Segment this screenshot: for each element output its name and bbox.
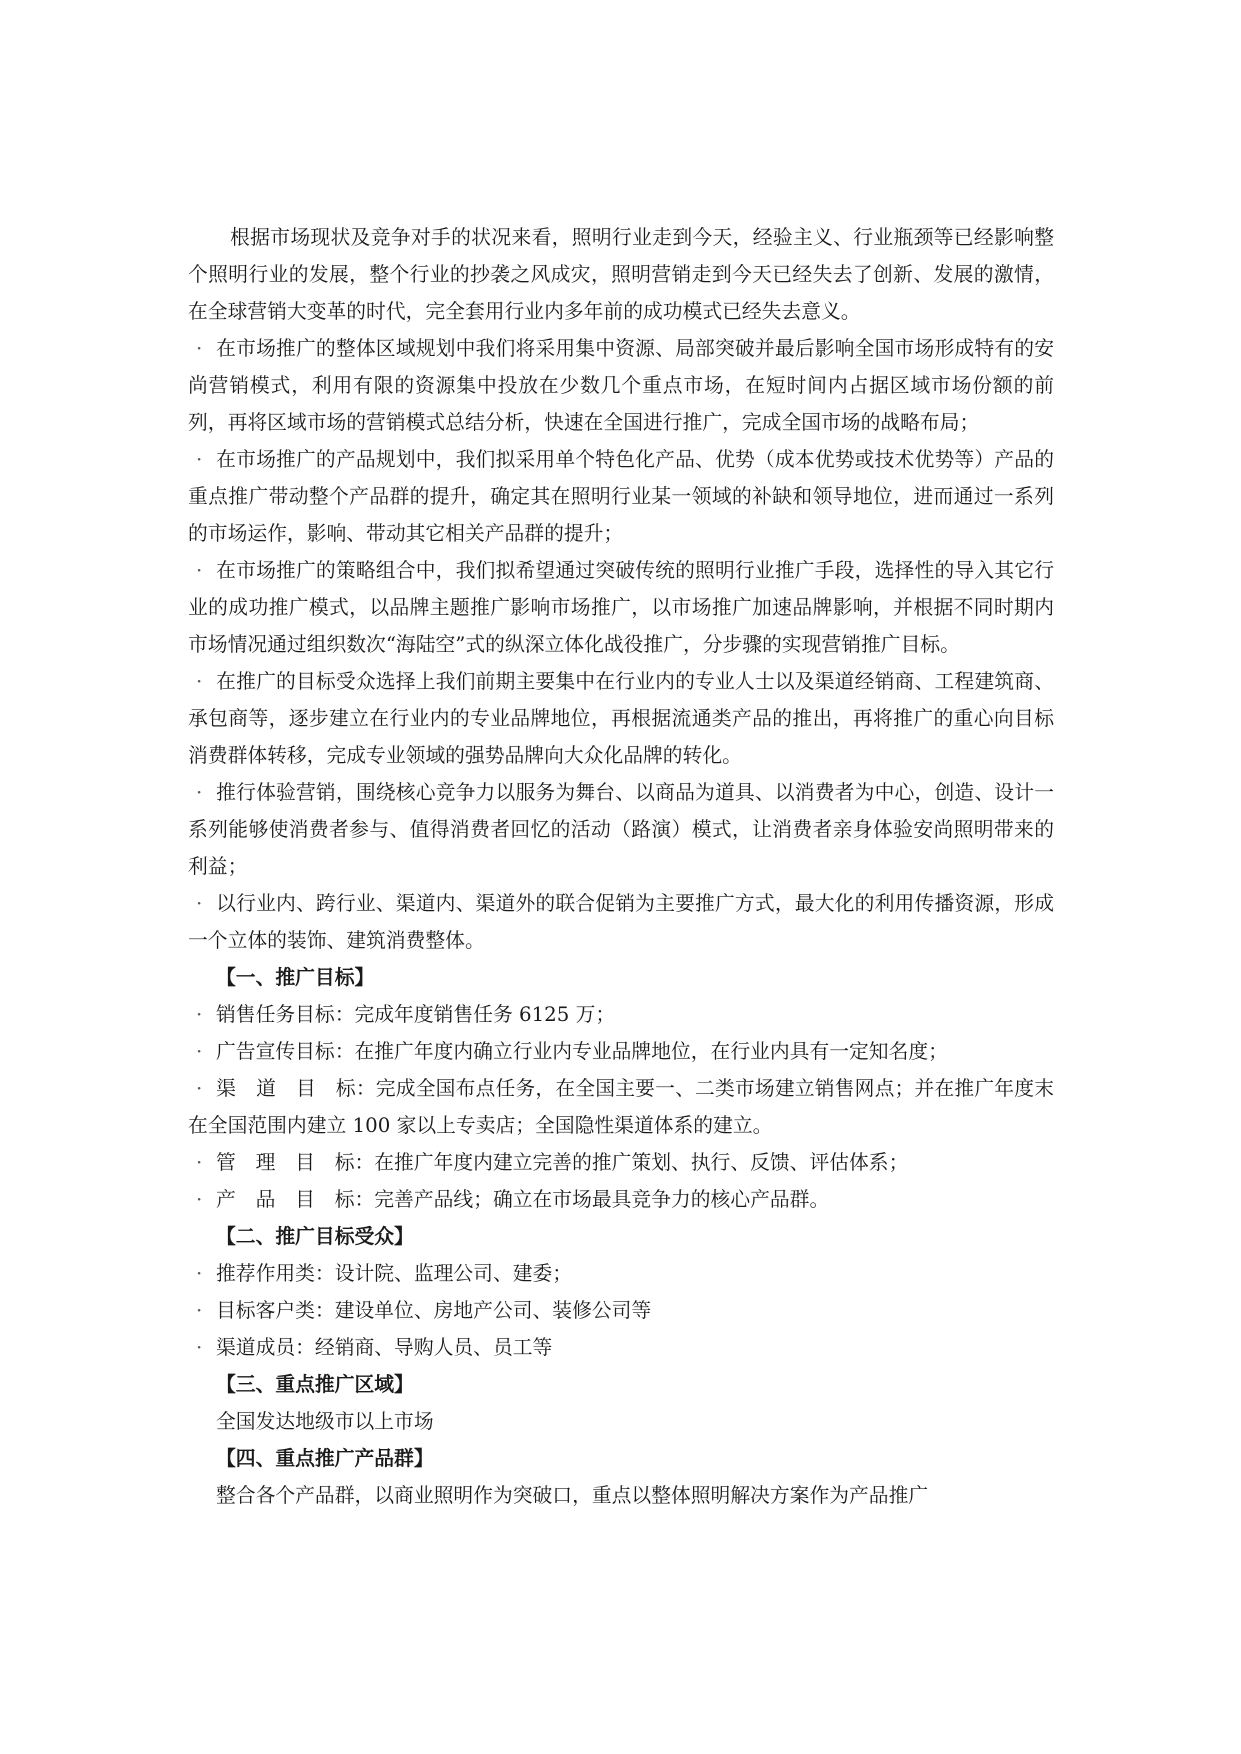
list-item-text: 管 理 目 标：在推广年度内建立完善的推广策划、执行、反馈、评估体系； [216, 1151, 909, 1174]
list-item-text: 广告宣传目标：在推广年度内确立行业内专业品牌地位，在行业内具有一定知名度； [216, 1040, 948, 1063]
section-heading-audience: 【二、推广目标受众】 [216, 1224, 414, 1248]
section-heading-regions: 【三、重点推广区域】 [216, 1372, 414, 1396]
list-item [188, 996, 1054, 1033]
section-heading-goals: 【一、推广目标】 [216, 965, 375, 989]
list-item-text: 渠 道 目 标：完成全国布点任务，在全国主要一、二类市场建立销售网点；并在推广年度末在全国范围内建立 100 家以上专卖店；全国隐性渠道体系的建立。 [188, 1077, 1054, 1137]
paragraph-text: 在市场推广的整体区域规划中我们将采用集中资源、局部突破并最后影响全国市场形成特有的安尚营销模式，利用有限的资源集中投放在少数几个重点市场，在短时间内占据区域市场份额的前列，再将区域市场的营销模式总结分析，快速在全国进行推广，完成全国市场的战略布局； [188, 337, 1054, 434]
section-text-regions: 全国发达地级市以上市场 [216, 1410, 434, 1433]
strategy-paragraph-experience [188, 774, 1054, 885]
bullet-dot: · [196, 1336, 203, 1359]
strategy-paragraph-mix [188, 552, 1054, 663]
bullet-dot: · [196, 892, 203, 915]
bullet-dot: · [196, 781, 203, 804]
bullet-dot: · [196, 1003, 203, 1026]
bullet-dot: · [196, 448, 203, 471]
list-item [188, 1292, 1054, 1329]
bullet-dot: · [196, 1262, 203, 1285]
section-text-products: 整合各个产品群，以商业照明作为突破口，重点以整体照明解决方案作为产品推广 [216, 1484, 929, 1507]
list-item [188, 1070, 1054, 1144]
bullet-dot: · [196, 1040, 203, 1063]
section-heading-products: 【四、重点推广产品群】 [216, 1446, 434, 1470]
list-item-text: 销售任务目标：完成年度销售任务 6125 万； [216, 1003, 616, 1026]
bullet-dot: · [196, 1188, 203, 1211]
list-item [188, 1033, 1054, 1070]
bullet-dot: · [196, 559, 203, 582]
paragraph-text: 以行业内、跨行业、渠道内、渠道外的联合促销为主要推广方式，最大化的利用传播资源，形成一个立体的装饰、建筑消费整体。 [188, 892, 1054, 952]
list-item-text: 渠道成员：经销商、导购人员、员工等 [216, 1336, 553, 1359]
list-item [188, 1255, 1054, 1292]
document-body [188, 219, 1054, 1514]
strategy-paragraph-audience [188, 663, 1054, 774]
bullet-dot: · [196, 1077, 203, 1100]
paragraph-text: 推行体验营销，围绕核心竞争力以服务为舞台、以商品为道具、以消费者为中心，创造、设计一系列能够使消费者参与、值得消费者回忆的活动（路演）模式，让消费者亲身体验安尚照明带来的利益； [188, 781, 1054, 878]
paragraph-text: 在推广的目标受众选择上我们前期主要集中在行业内的专业人士以及渠道经销商、工程建筑商、承包商等，逐步建立在行业内的专业品牌地位，再根据流通类产品的推出，再将推广的重心向目标消费群体转移，完成专业领域的强势品牌向大众化品牌的转化。 [188, 670, 1054, 767]
paragraph-text: 在市场推广的策略组合中，我们拟希望通过突破传统的照明行业推广手段，选择性的导入其它行业的成功推广模式，以品牌主题推广影响市场推广，以市场推广加速品牌影响，并根据不同时期内市场情况通过组织数次“海陆空”式的纵深立体化战役推广，分步骤的实现营销推广目标。 [188, 559, 1054, 656]
bullet-dot: · [196, 1299, 203, 1322]
strategy-paragraph-product [188, 441, 1054, 552]
bullet-dot: · [196, 337, 203, 360]
list-item-text: 推荐作用类：设计院、监理公司、建委； [216, 1262, 573, 1285]
list-item [188, 1144, 1054, 1181]
strategy-paragraph-regional [188, 330, 1054, 441]
strategy-paragraph-promotion [188, 885, 1054, 959]
paragraph-text: 在市场推广的产品规划中，我们拟采用单个特色化产品、优势（成本优势或技术优势等）产品的重点推广带动整个产品群的提升，确定其在照明行业某一领域的补缺和领导地位，进而通过一系列的市场运作，影响、带动其它相关产品群的提升； [188, 448, 1054, 545]
bullet-dot: · [196, 670, 203, 693]
list-item [188, 1181, 1054, 1218]
list-item [188, 1329, 1054, 1366]
list-item-text: 目标客户类：建设单位、房地产公司、装修公司等 [216, 1299, 652, 1322]
intro-paragraph: 根据市场现状及竞争对手的状况来看，照明行业走到今天，经验主义、行业瓶颈等已经影响整个照明行业的发展，整个行业的抄袭之风成灾，照明营销走到今天已经失去了创新、发展的激情，在全球营销大变革的时代，完全套用行业内多年前的成功模式已经失去意义。 [188, 226, 1054, 323]
list-item-text: 产 品 目 标：完善产品线；确立在市场最具竞争力的核心产品群。 [216, 1188, 830, 1211]
bullet-dot: · [196, 1151, 203, 1174]
